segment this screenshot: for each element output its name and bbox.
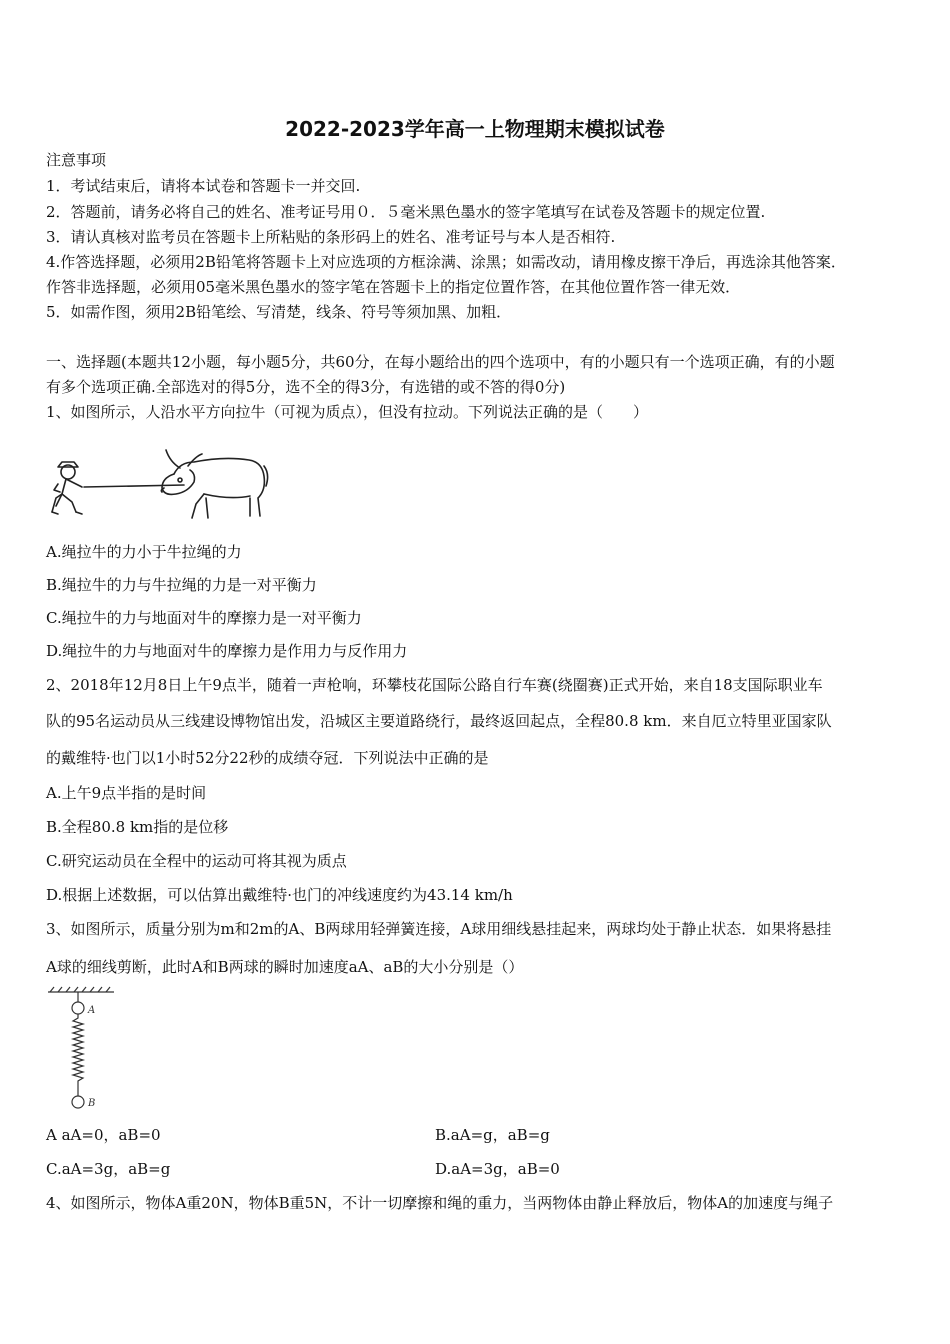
question-1-option-c: C.绳拉牛的力与地面对牛的摩擦力是一对平衡力 [46, 609, 362, 627]
section-instructions-line-1: 一、选择题(本题共12小题，每小题5分，共60分，在每小题给出的四个选项中，有的小题只有一个选项正确，有的小题 [46, 353, 835, 371]
notice-item-4-continued: 作答非选择题，必须用05毫米黑色墨水的签字笔在答题卡上的指定位置作答，在其他位置作答一律无效． [46, 278, 741, 296]
question-4-stem-line-1: 4、如图所示，物体A重20N，物体B重5N，不计一切摩擦和绳的重力，当两物体由静止释放后，物体A的加速度与绳子 [46, 1194, 834, 1212]
question-1-option-d: D.绳拉牛的力与地面对牛的摩擦力是作用力与反作用力 [46, 642, 408, 660]
question-3-option-c: C.aA=3g，aB=g [46, 1160, 171, 1178]
notice-item-2: 2．答题前，请务必将自己的姓名、准考证号用０．５毫米黑色墨水的签字笔填写在试卷及答题卡的规定位置. [46, 203, 766, 221]
notice-item-3: 3．请认真核对监考员在答题卡上所粘贴的条形码上的姓名、准考证号与本人是否相符. [46, 228, 616, 246]
notice-item-4: 4.作答选择题，必须用2B铅笔将答题卡上对应选项的方框涂满、涂黑；如需改动，请用橡皮擦干净后，再选涂其他答案． [46, 253, 846, 271]
notice-item-1: 1．考试结束后，请将本试卷和答题卡一并交回. [46, 177, 361, 195]
question-2-option-c: C.研究运动员在全程中的运动可将其视为质点 [46, 852, 347, 870]
question-3-stem-line-2: A球的细线剪断，此时A和B两球的瞬时加速度aA、aB的大小分别是（） [46, 958, 524, 976]
question-1-stem: 1、如图所示，人沿水平方向拉牛（可视为质点），但没有拉动。下列说法正确的是（ ） [46, 403, 649, 421]
question-2-option-d: D.根据上述数据，可以估算出戴维特·也门的冲线速度约为43.14 km/h [46, 886, 513, 904]
notice-item-5: 5．如需作图，须用2B铅笔绘、写清楚，线条、符号等须加黑、加粗． [46, 303, 512, 321]
ball-b-label: B [88, 1098, 96, 1109]
question-2-stem-line-3: 的戴维特·也门以1小时52分22秒的成绩夺冠．下列说法中正确的是 [46, 749, 489, 767]
question-3-option-d: D.aA=3g，aB=0 [435, 1160, 560, 1178]
question-1-option-b: B.绳拉牛的力与牛拉绳的力是一对平衡力 [46, 576, 317, 594]
section-instructions-line-2: 有多个选项正确.全部选对的得5分，选不全的得3分，有选错的或不答的得0分) [46, 378, 566, 396]
question-1-option-a: A.绳拉牛的力小于牛拉绳的力 [46, 543, 242, 561]
spring-balls-figure [44, 986, 118, 1112]
question-2-option-a: A.上午9点半指的是时间 [46, 784, 207, 802]
notice-heading: 注意事项 [46, 151, 107, 169]
person-pulling-ox-figure [44, 432, 270, 524]
question-2-option-b: B.全程80.8 km指的是位移 [46, 818, 229, 836]
ball-a-label: A [88, 1005, 96, 1016]
question-3-option-b: B.aA=g，aB=g [435, 1126, 550, 1144]
question-3-option-a: A aA=0，aB=0 [46, 1126, 161, 1144]
question-2-stem-line-2: 队的95名运动员从三线建设博物馆出发，沿城区主要道路绕行，最终返回起点，全程80.8 km．来自厄立特里亚国家队 [46, 712, 832, 730]
page-title: 2022-2023学年高一上物理期末模拟试卷 [285, 117, 665, 141]
question-2-stem-line-1: 2、2018年12月8日上午9点半，随着一声枪响，环攀枝花国际公路自行车赛(绕圈赛)正式开始，来自18支国际职业车 [46, 676, 823, 694]
question-3-stem-line-1: 3、如图所示，质量分别为m和2m的A、B两球用轻弹簧连接，A球用细线悬挂起来，两球均处于静止状态．如果将悬挂 [46, 920, 832, 938]
